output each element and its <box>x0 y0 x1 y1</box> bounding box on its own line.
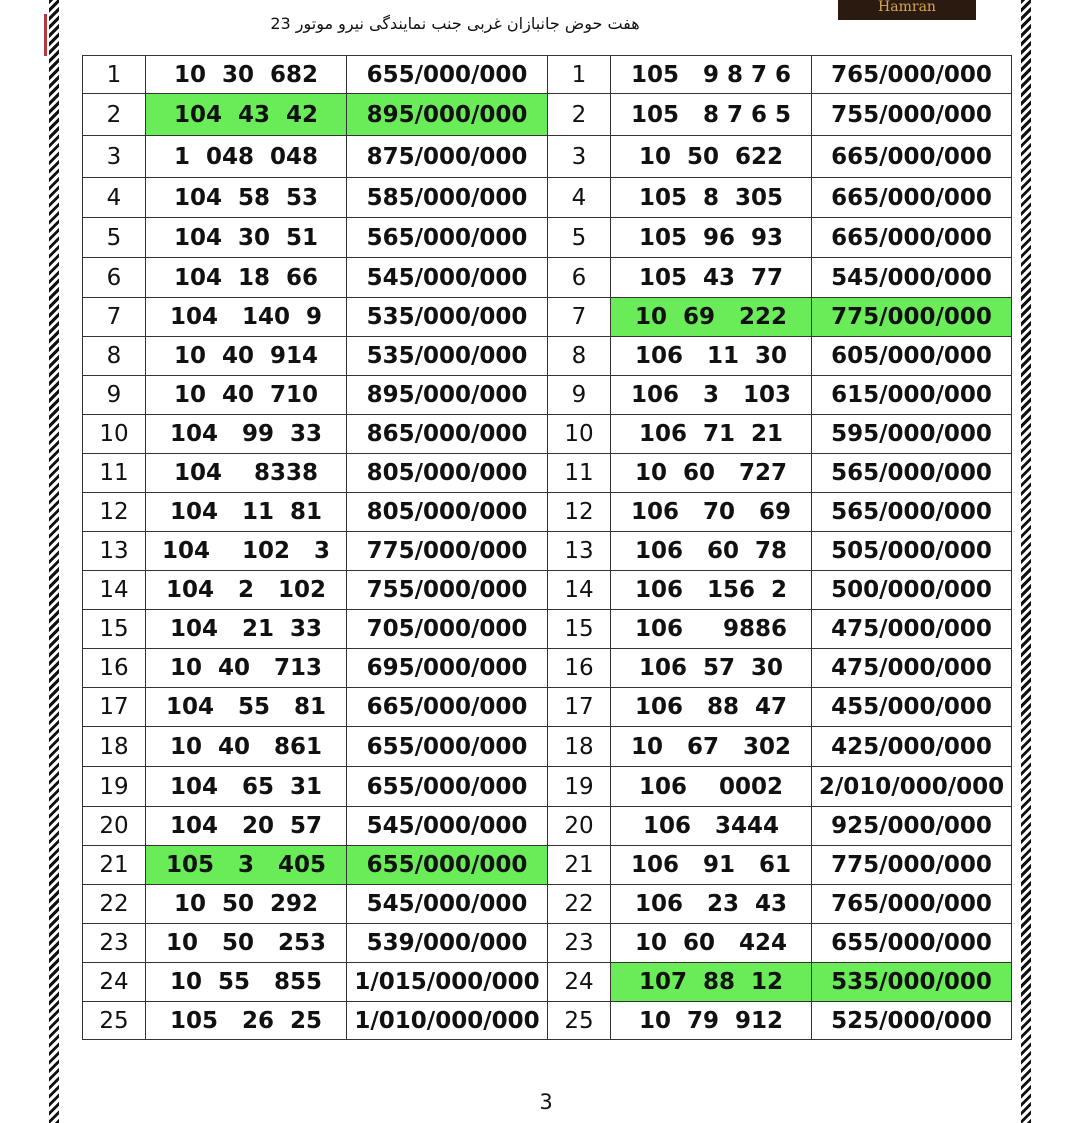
left-price-cell: 805/000/000 <box>347 493 548 532</box>
right-price-cell: 500/000/000 <box>812 571 1012 610</box>
table-row <box>83 846 1012 885</box>
table-row <box>83 94 1012 136</box>
left-index-cell: 13 <box>83 532 146 571</box>
right-price-cell: 455/000/000 <box>812 688 1012 727</box>
right-index-cell: 23 <box>548 924 611 963</box>
left-price-cell: 585/000/000 <box>347 178 548 218</box>
table-row <box>83 885 1012 924</box>
left-price-cell: 1/015/000/000 <box>347 963 548 1002</box>
left-number-cell: 105 3 405 <box>146 846 347 885</box>
right-number-cell: 10 50 622 <box>611 136 812 178</box>
left-index-cell: 22 <box>83 885 146 924</box>
table-row <box>83 649 1012 688</box>
left-index-cell: 24 <box>83 963 146 1002</box>
right-number-cell: 106 71 21 <box>611 415 812 454</box>
left-price-cell: 1/010/000/000 <box>347 1002 548 1040</box>
left-index-cell: 8 <box>83 337 146 376</box>
table-row <box>83 178 1012 218</box>
left-number-cell: 10 50 253 <box>146 924 347 963</box>
left-number-cell: 10 50 292 <box>146 885 347 924</box>
margin-red-mark <box>44 14 47 56</box>
right-index-cell: 22 <box>548 885 611 924</box>
left-price-cell: 545/000/000 <box>347 885 548 924</box>
left-price-cell: 895/000/000 <box>347 94 548 136</box>
left-number-cell: 104 8338 <box>146 454 347 493</box>
right-number-cell: 106 88 47 <box>611 688 812 727</box>
left-index-cell: 1 <box>83 56 146 94</box>
price-table-body <box>83 56 1012 1040</box>
left-number-cell: 104 58 53 <box>146 178 347 218</box>
page-title: هفت حوض جانبازان غربی جنب نمایندگی نیرو موتور 23 <box>270 14 640 33</box>
right-index-cell: 20 <box>548 807 611 846</box>
table-row <box>83 454 1012 493</box>
right-index-cell: 16 <box>548 649 611 688</box>
right-price-cell: 755/000/000 <box>812 94 1012 136</box>
right-index-cell: 3 <box>548 136 611 178</box>
left-index-cell: 21 <box>83 846 146 885</box>
table-row <box>83 532 1012 571</box>
left-price-cell: 895/000/000 <box>347 376 548 415</box>
left-index-cell: 4 <box>83 178 146 218</box>
right-price-cell: 535/000/000 <box>812 963 1012 1002</box>
right-index-cell: 25 <box>548 1002 611 1040</box>
right-number-cell: 106 60 78 <box>611 532 812 571</box>
table-row <box>83 963 1012 1002</box>
brand-logo: Hamran <box>838 0 976 20</box>
left-index-cell: 11 <box>83 454 146 493</box>
left-price-cell: 805/000/000 <box>347 454 548 493</box>
right-price-cell: 765/000/000 <box>812 56 1012 94</box>
right-index-cell: 2 <box>548 94 611 136</box>
right-index-cell: 12 <box>548 493 611 532</box>
table-row <box>83 415 1012 454</box>
left-index-cell: 18 <box>83 727 146 767</box>
right-number-cell: 10 67 302 <box>611 727 812 767</box>
left-number-cell: 104 99 33 <box>146 415 347 454</box>
right-price-cell: 605/000/000 <box>812 337 1012 376</box>
left-price-cell: 655/000/000 <box>347 846 548 885</box>
left-number-cell: 104 2 102 <box>146 571 347 610</box>
table-row <box>83 376 1012 415</box>
right-price-cell: 595/000/000 <box>812 415 1012 454</box>
right-index-cell: 19 <box>548 767 611 807</box>
right-index-cell: 13 <box>548 532 611 571</box>
right-index-cell: 21 <box>548 846 611 885</box>
left-index-cell: 17 <box>83 688 146 727</box>
right-index-cell: 17 <box>548 688 611 727</box>
table-row <box>83 1002 1012 1040</box>
left-index-cell: 6 <box>83 258 146 298</box>
right-price-cell: 665/000/000 <box>812 218 1012 258</box>
left-index-cell: 16 <box>83 649 146 688</box>
right-price-cell: 775/000/000 <box>812 298 1012 337</box>
right-price-cell: 665/000/000 <box>812 178 1012 218</box>
left-price-cell: 665/000/000 <box>347 688 548 727</box>
right-price-cell: 775/000/000 <box>812 846 1012 885</box>
right-number-cell: 10 60 424 <box>611 924 812 963</box>
right-number-cell: 10 79 912 <box>611 1002 812 1040</box>
left-index-cell: 14 <box>83 571 146 610</box>
left-price-cell: 545/000/000 <box>347 807 548 846</box>
right-number-cell: 105 9 8 7 6 <box>611 56 812 94</box>
left-number-cell: 10 40 861 <box>146 727 347 767</box>
right-number-cell: 105 43 77 <box>611 258 812 298</box>
left-number-cell: 104 30 51 <box>146 218 347 258</box>
table-row <box>83 767 1012 807</box>
right-number-cell: 106 57 30 <box>611 649 812 688</box>
table-row <box>83 136 1012 178</box>
right-index-cell: 6 <box>548 258 611 298</box>
left-number-cell: 104 43 42 <box>146 94 347 136</box>
left-number-cell: 104 102 3 <box>146 532 347 571</box>
table-row <box>83 688 1012 727</box>
right-price-cell: 925/000/000 <box>812 807 1012 846</box>
right-number-cell: 106 11 30 <box>611 337 812 376</box>
right-number-cell: 106 3444 <box>611 807 812 846</box>
left-number-cell: 104 21 33 <box>146 610 347 649</box>
right-number-cell: 106 0002 <box>611 767 812 807</box>
table-row <box>83 924 1012 963</box>
left-price-cell: 875/000/000 <box>347 136 548 178</box>
right-price-cell: 615/000/000 <box>812 376 1012 415</box>
right-index-cell: 1 <box>548 56 611 94</box>
right-price-cell: 475/000/000 <box>812 649 1012 688</box>
left-index-cell: 12 <box>83 493 146 532</box>
right-number-cell: 10 60 727 <box>611 454 812 493</box>
right-index-cell: 9 <box>548 376 611 415</box>
left-index-cell: 20 <box>83 807 146 846</box>
right-number-cell: 106 9886 <box>611 610 812 649</box>
left-price-cell: 705/000/000 <box>347 610 548 649</box>
left-price-cell: 565/000/000 <box>347 218 548 258</box>
left-price-cell: 865/000/000 <box>347 415 548 454</box>
right-price-cell: 565/000/000 <box>812 493 1012 532</box>
right-number-cell: 106 156 2 <box>611 571 812 610</box>
table-row <box>83 337 1012 376</box>
left-number-cell: 10 55 855 <box>146 963 347 1002</box>
left-index-cell: 7 <box>83 298 146 337</box>
decorative-border-right <box>1021 0 1031 1123</box>
right-price-cell: 565/000/000 <box>812 454 1012 493</box>
right-price-cell: 765/000/000 <box>812 885 1012 924</box>
right-number-cell: 105 8 7 6 5 <box>611 94 812 136</box>
table-row <box>83 807 1012 846</box>
left-index-cell: 5 <box>83 218 146 258</box>
left-index-cell: 9 <box>83 376 146 415</box>
page-number: 3 <box>539 1090 553 1114</box>
right-price-cell: 475/000/000 <box>812 610 1012 649</box>
left-price-cell: 775/000/000 <box>347 532 548 571</box>
table-row <box>83 571 1012 610</box>
right-index-cell: 4 <box>548 178 611 218</box>
right-index-cell: 11 <box>548 454 611 493</box>
left-index-cell: 10 <box>83 415 146 454</box>
right-number-cell: 105 8 305 <box>611 178 812 218</box>
left-price-cell: 539/000/000 <box>347 924 548 963</box>
left-index-cell: 3 <box>83 136 146 178</box>
left-index-cell: 23 <box>83 924 146 963</box>
right-index-cell: 10 <box>548 415 611 454</box>
right-index-cell: 8 <box>548 337 611 376</box>
table-row <box>83 727 1012 767</box>
right-number-cell: 106 91 61 <box>611 846 812 885</box>
left-number-cell: 104 18 66 <box>146 258 347 298</box>
left-number-cell: 10 40 713 <box>146 649 347 688</box>
left-number-cell: 10 40 914 <box>146 337 347 376</box>
table-row <box>83 56 1012 94</box>
left-price-cell: 695/000/000 <box>347 649 548 688</box>
left-price-cell: 655/000/000 <box>347 727 548 767</box>
left-price-cell: 535/000/000 <box>347 337 548 376</box>
right-number-cell: 106 3 103 <box>611 376 812 415</box>
right-index-cell: 14 <box>548 571 611 610</box>
right-number-cell: 105 96 93 <box>611 218 812 258</box>
left-number-cell: 1 048 048 <box>146 136 347 178</box>
table-row <box>83 610 1012 649</box>
right-index-cell: 5 <box>548 218 611 258</box>
right-number-cell: 107 88 12 <box>611 963 812 1002</box>
left-number-cell: 10 30 682 <box>146 56 347 94</box>
right-price-cell: 545/000/000 <box>812 258 1012 298</box>
left-price-cell: 655/000/000 <box>347 56 548 94</box>
right-price-cell: 665/000/000 <box>812 136 1012 178</box>
right-price-cell: 655/000/000 <box>812 924 1012 963</box>
left-index-cell: 19 <box>83 767 146 807</box>
right-price-cell: 425/000/000 <box>812 727 1012 767</box>
right-price-cell: 2/010/000/000 <box>812 767 1012 807</box>
right-number-cell: 106 23 43 <box>611 885 812 924</box>
right-price-cell: 505/000/000 <box>812 532 1012 571</box>
left-price-cell: 655/000/000 <box>347 767 548 807</box>
table-row <box>83 218 1012 258</box>
left-number-cell: 105 26 25 <box>146 1002 347 1040</box>
left-number-cell: 104 65 31 <box>146 767 347 807</box>
right-number-cell: 10 69 222 <box>611 298 812 337</box>
left-number-cell: 104 20 57 <box>146 807 347 846</box>
left-price-cell: 545/000/000 <box>347 258 548 298</box>
left-number-cell: 104 140 9 <box>146 298 347 337</box>
right-index-cell: 15 <box>548 610 611 649</box>
decorative-border-left <box>49 0 59 1123</box>
left-index-cell: 15 <box>83 610 146 649</box>
right-index-cell: 18 <box>548 727 611 767</box>
right-index-cell: 7 <box>548 298 611 337</box>
right-index-cell: 24 <box>548 963 611 1002</box>
left-number-cell: 104 55 81 <box>146 688 347 727</box>
left-number-cell: 10 40 710 <box>146 376 347 415</box>
price-table <box>82 55 1012 1040</box>
left-number-cell: 104 11 81 <box>146 493 347 532</box>
left-price-cell: 535/000/000 <box>347 298 548 337</box>
right-price-cell: 525/000/000 <box>812 1002 1012 1040</box>
left-index-cell: 2 <box>83 94 146 136</box>
right-number-cell: 106 70 69 <box>611 493 812 532</box>
left-price-cell: 755/000/000 <box>347 571 548 610</box>
table-row <box>83 298 1012 337</box>
table-row <box>83 493 1012 532</box>
left-index-cell: 25 <box>83 1002 146 1040</box>
table-row <box>83 258 1012 298</box>
